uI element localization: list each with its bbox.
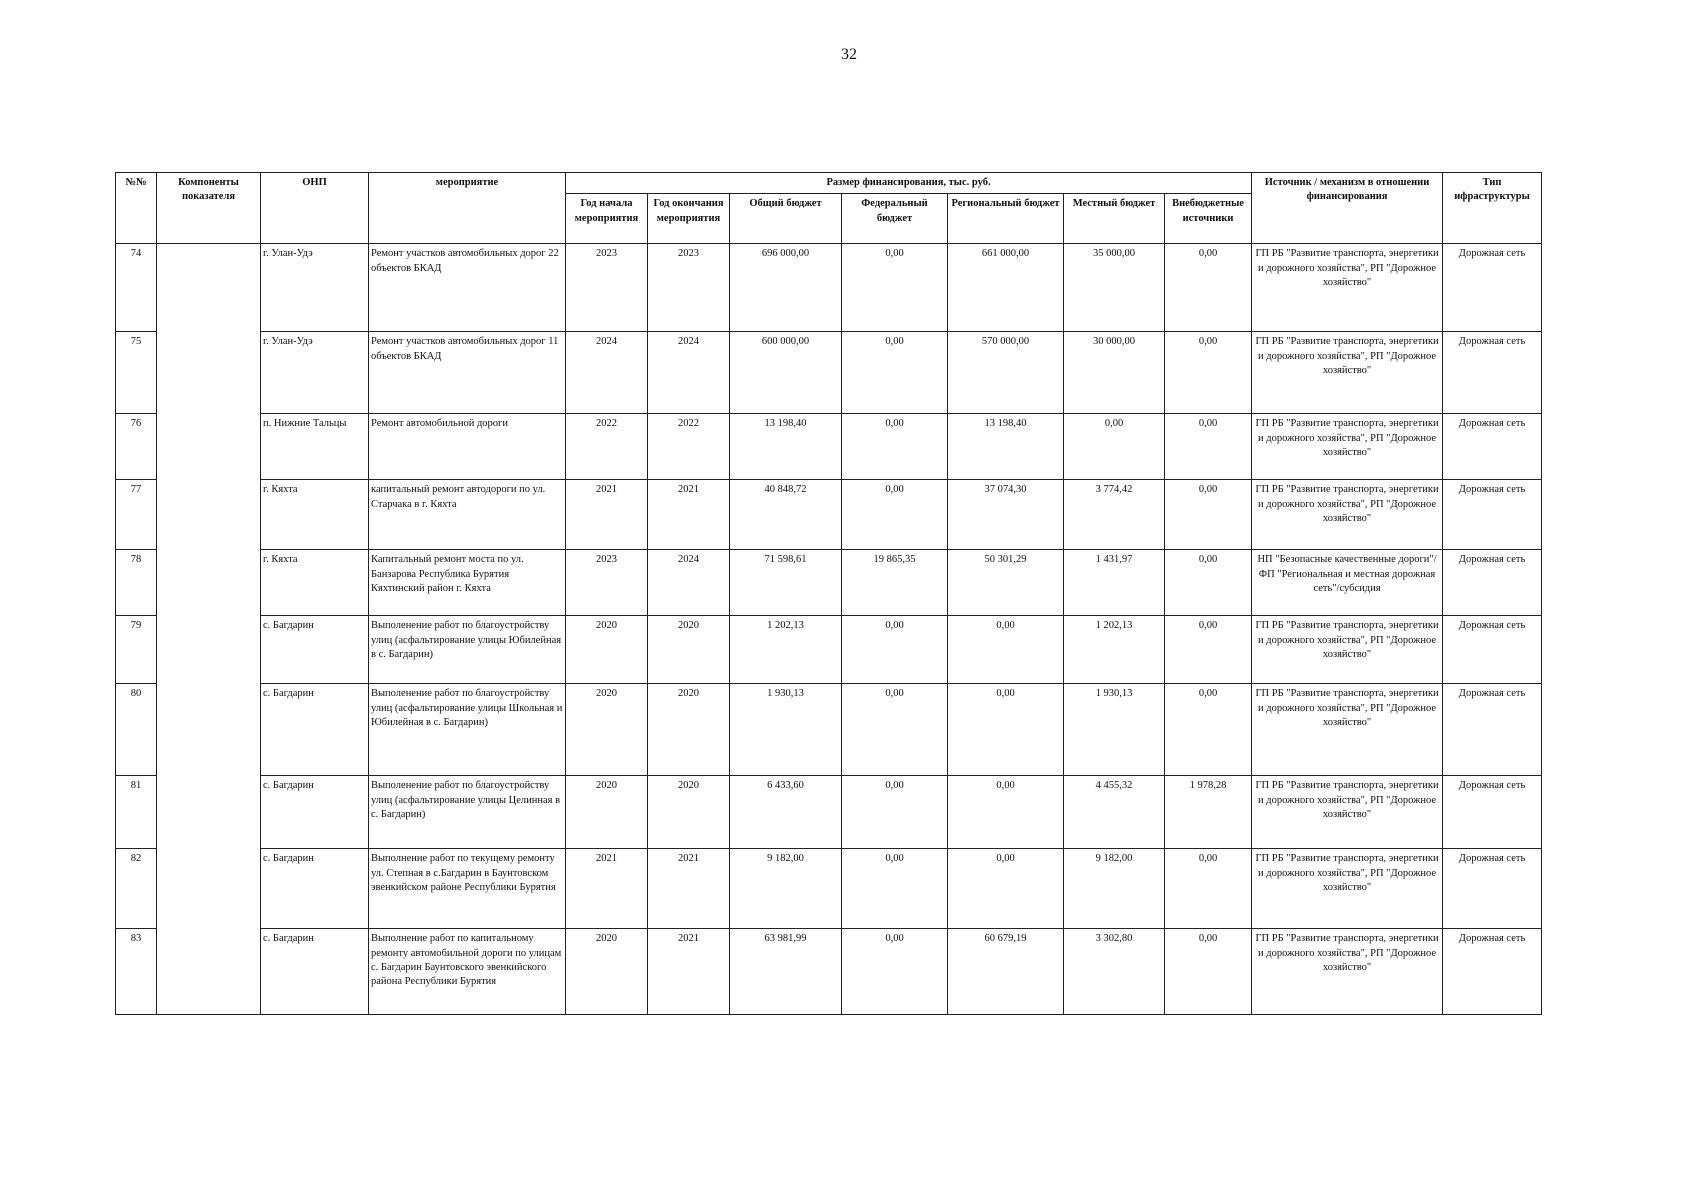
cell-federal: 0,00 xyxy=(842,929,948,1015)
cell-federal: 0,00 xyxy=(842,244,948,332)
cell-source: ГП РБ "Развитие транспорта, энергетики и дорожного хозяйства", РП "Дорожное хозяйство" xyxy=(1252,414,1443,480)
cell-num: 79 xyxy=(116,616,157,684)
header-regional: Региональный бюджет xyxy=(948,194,1064,244)
cell-year-end: 2020 xyxy=(648,616,730,684)
cell-federal: 0,00 xyxy=(842,684,948,776)
cell-local: 30 000,00 xyxy=(1064,332,1165,414)
cell-federal: 19 865,35 xyxy=(842,550,948,616)
cell-total: 13 198,40 xyxy=(730,414,842,480)
header-total: Общий бюджет xyxy=(730,194,842,244)
cell-year-start: 2020 xyxy=(566,616,648,684)
cell-year-end: 2024 xyxy=(648,332,730,414)
cell-local: 3 774,42 xyxy=(1064,480,1165,550)
cell-extra: 0,00 xyxy=(1165,929,1252,1015)
cell-year-end: 2021 xyxy=(648,480,730,550)
cell-local: 1 930,13 xyxy=(1064,684,1165,776)
cell-event: Выполнение работ по текущему ремонту ул. Степная в с.Багдарин в Баунтовском эвенкийском районе Республики Бурятия xyxy=(369,849,566,929)
page-number: 32 xyxy=(841,46,857,63)
cell-total: 9 182,00 xyxy=(730,849,842,929)
cell-year-start: 2021 xyxy=(566,849,648,929)
table-row xyxy=(116,616,1542,684)
cell-num: 74 xyxy=(116,244,157,332)
cell-year-start: 2020 xyxy=(566,929,648,1015)
cell-source: ГП РБ "Развитие транспорта, энергетики и дорожного хозяйства", РП "Дорожное хозяйство" xyxy=(1252,480,1443,550)
cell-extra: 0,00 xyxy=(1165,332,1252,414)
cell-onp: г. Улан-Удэ xyxy=(261,332,369,414)
header-component: Компоненты показателя xyxy=(157,173,261,244)
cell-type: Дорожная сеть xyxy=(1443,414,1542,480)
cell-event: Выполенение работ по благоустройству улиц (асфальтирование улицы Целинная в с. Багдарин) xyxy=(369,776,566,849)
cell-total: 63 981,99 xyxy=(730,929,842,1015)
cell-event: Выполнение работ по капитальному ремонту автомобильной дороги по улицам с. Багдарин Баунтовского эвенкийского района Республики Бурятия xyxy=(369,929,566,1015)
cell-event: Выполенение работ по благоустройству улиц (асфальтирование улицы Школьная и Юбилейная в с. Багдарин) xyxy=(369,684,566,776)
cell-federal: 0,00 xyxy=(842,332,948,414)
cell-event: Ремонт участков автомобильных дорог 11 объектов БКАД xyxy=(369,332,566,414)
cell-local: 35 000,00 xyxy=(1064,244,1165,332)
cell-federal: 0,00 xyxy=(842,849,948,929)
cell-federal: 0,00 xyxy=(842,776,948,849)
cell-type: Дорожная сеть xyxy=(1443,849,1542,929)
cell-regional: 0,00 xyxy=(948,616,1064,684)
cell-extra: 1 978,28 xyxy=(1165,776,1252,849)
cell-year-start: 2023 xyxy=(566,244,648,332)
cell-regional: 0,00 xyxy=(948,684,1064,776)
cell-year-end: 2020 xyxy=(648,776,730,849)
cell-local: 4 455,32 xyxy=(1064,776,1165,849)
cell-local: 1 202,13 xyxy=(1064,616,1165,684)
cell-type: Дорожная сеть xyxy=(1443,550,1542,616)
header-local: Местный бюджет xyxy=(1064,194,1165,244)
cell-year-start: 2022 xyxy=(566,414,648,480)
table-row xyxy=(116,929,1542,1015)
cell-num: 77 xyxy=(116,480,157,550)
cell-onp: с. Багдарин xyxy=(261,776,369,849)
cell-regional: 0,00 xyxy=(948,776,1064,849)
header-type: Тип ифраструктуры xyxy=(1443,173,1542,244)
cell-regional: 37 074,30 xyxy=(948,480,1064,550)
header-onp: ОНП xyxy=(261,173,369,244)
table-row xyxy=(116,332,1542,414)
cell-year-start: 2023 xyxy=(566,550,648,616)
cell-regional: 570 000,00 xyxy=(948,332,1064,414)
financing-table xyxy=(115,172,1542,1015)
cell-extra: 0,00 xyxy=(1165,684,1252,776)
cell-type: Дорожная сеть xyxy=(1443,929,1542,1015)
cell-regional: 661 000,00 xyxy=(948,244,1064,332)
cell-onp: г. Кяхта xyxy=(261,550,369,616)
cell-component xyxy=(157,244,261,1015)
table-row xyxy=(116,244,1542,332)
cell-num: 80 xyxy=(116,684,157,776)
cell-extra: 0,00 xyxy=(1165,849,1252,929)
cell-year-end: 2022 xyxy=(648,414,730,480)
cell-source: ГП РБ "Развитие транспорта, энергетики и дорожного хозяйства", РП "Дорожное хозяйство" xyxy=(1252,849,1443,929)
cell-extra: 0,00 xyxy=(1165,244,1252,332)
table-row xyxy=(116,684,1542,776)
table-row xyxy=(116,480,1542,550)
table-row xyxy=(116,414,1542,480)
cell-event: Ремонт автомобильной дороги xyxy=(369,414,566,480)
cell-total: 71 598,61 xyxy=(730,550,842,616)
cell-extra: 0,00 xyxy=(1165,480,1252,550)
cell-onp: с. Багдарин xyxy=(261,684,369,776)
cell-source: ГП РБ "Развитие транспорта, энергетики и дорожного хозяйства", РП "Дорожное хозяйство" xyxy=(1252,332,1443,414)
header-federal: Федеральный бюджет xyxy=(842,194,948,244)
cell-year-start: 2020 xyxy=(566,684,648,776)
cell-num: 81 xyxy=(116,776,157,849)
cell-year-start: 2024 xyxy=(566,332,648,414)
cell-num: 76 xyxy=(116,414,157,480)
cell-event: капитальный ремонт автодороги по ул. Старчака в г. Кяхта xyxy=(369,480,566,550)
cell-source: ГП РБ "Развитие транспорта, энергетики и дорожного хозяйства", РП "Дорожное хозяйство" xyxy=(1252,684,1443,776)
cell-year-end: 2020 xyxy=(648,684,730,776)
header-event: мероприятие xyxy=(369,173,566,244)
cell-regional: 50 301,29 xyxy=(948,550,1064,616)
header-row-1 xyxy=(116,173,1542,194)
cell-year-end: 2023 xyxy=(648,244,730,332)
cell-extra: 0,00 xyxy=(1165,616,1252,684)
cell-year-end: 2024 xyxy=(648,550,730,616)
cell-num: 83 xyxy=(116,929,157,1015)
cell-source: ГП РБ "Развитие транспорта, энергетики и дорожного хозяйства", РП "Дорожное хозяйство" xyxy=(1252,244,1443,332)
cell-total: 600 000,00 xyxy=(730,332,842,414)
cell-event: Капитальный ремонт моста по ул. Банзарова Республика Бурятия Кяхтинский район г. Кяхта xyxy=(369,550,566,616)
cell-num: 78 xyxy=(116,550,157,616)
cell-onp: п. Нижние Тальцы xyxy=(261,414,369,480)
cell-onp: с. Багдарин xyxy=(261,849,369,929)
cell-type: Дорожная сеть xyxy=(1443,776,1542,849)
header-year-start: Год начала мероприятия xyxy=(566,194,648,244)
cell-onp: г. Кяхта xyxy=(261,480,369,550)
cell-source: ГП РБ "Развитие транспорта, энергетики и дорожного хозяйства", РП "Дорожное хозяйство" xyxy=(1252,929,1443,1015)
cell-type: Дорожная сеть xyxy=(1443,616,1542,684)
cell-type: Дорожная сеть xyxy=(1443,480,1542,550)
cell-regional: 0,00 xyxy=(948,849,1064,929)
cell-year-start: 2021 xyxy=(566,480,648,550)
cell-year-start: 2020 xyxy=(566,776,648,849)
cell-source: ГП РБ "Развитие транспорта, энергетики и дорожного хозяйства", РП "Дорожное хозяйство" xyxy=(1252,616,1443,684)
cell-onp: г. Улан-Удэ xyxy=(261,244,369,332)
cell-num: 82 xyxy=(116,849,157,929)
cell-year-end: 2021 xyxy=(648,849,730,929)
cell-extra: 0,00 xyxy=(1165,550,1252,616)
table-row xyxy=(116,550,1542,616)
header-source: Источник / механизм в отношении финансирования xyxy=(1252,173,1443,244)
header-year-end: Год окончания мероприятия xyxy=(648,194,730,244)
cell-regional: 13 198,40 xyxy=(948,414,1064,480)
cell-total: 696 000,00 xyxy=(730,244,842,332)
cell-type: Дорожная сеть xyxy=(1443,244,1542,332)
cell-total: 1 202,13 xyxy=(730,616,842,684)
cell-event: Выполенение работ по благоустройству улиц (асфальтирование улицы Юбилейная в с. Багдарин) xyxy=(369,616,566,684)
cell-num: 75 xyxy=(116,332,157,414)
cell-local: 1 431,97 xyxy=(1064,550,1165,616)
cell-total: 6 433,60 xyxy=(730,776,842,849)
cell-total: 40 848,72 xyxy=(730,480,842,550)
header-extra: Внебюджетные источники xyxy=(1165,194,1252,244)
cell-type: Дорожная сеть xyxy=(1443,684,1542,776)
table-row xyxy=(116,776,1542,849)
cell-total: 1 930,13 xyxy=(730,684,842,776)
cell-year-end: 2021 xyxy=(648,929,730,1015)
cell-federal: 0,00 xyxy=(842,414,948,480)
cell-event: Ремонт участков автомобильных дорог 22 объектов БКАД xyxy=(369,244,566,332)
cell-extra: 0,00 xyxy=(1165,414,1252,480)
cell-onp: с. Багдарин xyxy=(261,929,369,1015)
table-row xyxy=(116,849,1542,929)
cell-local: 9 182,00 xyxy=(1064,849,1165,929)
cell-source: НП "Безопасные качественные дороги"/ФП "Региональная и местная дорожная сеть"/субсидия xyxy=(1252,550,1443,616)
cell-local: 0,00 xyxy=(1064,414,1165,480)
cell-local: 3 302,80 xyxy=(1064,929,1165,1015)
cell-federal: 0,00 xyxy=(842,616,948,684)
cell-regional: 60 679,19 xyxy=(948,929,1064,1015)
cell-onp: с. Багдарин xyxy=(261,616,369,684)
header-funding: Размер финансирования, тыс. руб. xyxy=(566,173,1252,194)
cell-type: Дорожная сеть xyxy=(1443,332,1542,414)
cell-federal: 0,00 xyxy=(842,480,948,550)
cell-source: ГП РБ "Развитие транспорта, энергетики и дорожного хозяйства", РП "Дорожное хозяйство" xyxy=(1252,776,1443,849)
header-num: №№ xyxy=(116,173,157,244)
